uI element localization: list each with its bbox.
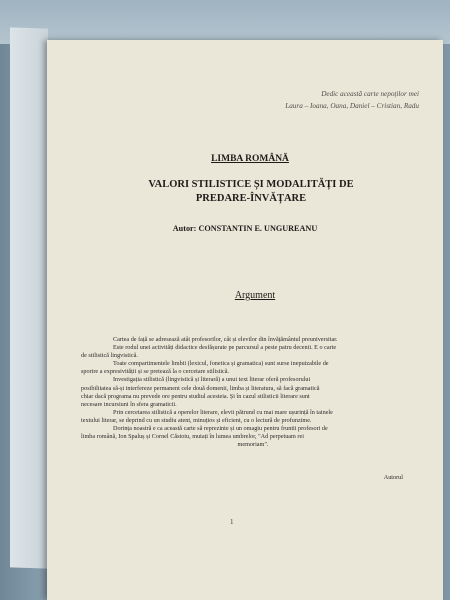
body-line: memoriam". xyxy=(237,441,269,449)
body-line: Este rodul unei activități didactice desfășurate pe parcursul a peste patru decenii. E o carte xyxy=(113,344,337,352)
subject-heading: LIMBA ROMÂNĂ xyxy=(211,154,289,164)
body-line: textului literar, se deprind cu un studiu atent, minuțios și eficient, cu o lectură de profunzime. xyxy=(81,416,312,424)
title-block xyxy=(47,154,443,233)
body-line: limba română, Ion Spaluș și Cornel Căstoiu, mutați în lumea umbrelor, "Ad perpetuam rei xyxy=(81,433,304,441)
signature: Autorul xyxy=(383,474,403,481)
body-line: posibilitatea să-și interfereze permanent cele două domenii, limba și literatura, să facă gramatică xyxy=(81,384,320,392)
dedication xyxy=(199,88,419,112)
dedication-line: Laura – Ioana, Oana, Daniel – Cristian, Radu xyxy=(285,102,419,110)
body-line: Cartea de față se adresează atât profesorilor, cât și elevilor din învățământul preuniversitar. xyxy=(113,336,338,343)
body-line: Dorința noastră e ca această carte să reprezinte și un omagiu pentru fruntii profesori de xyxy=(113,425,328,433)
body-line: sporire a expresivității și se pretează la o cercetare stilistică. xyxy=(81,368,230,376)
body-line: Prin cercetarea stilistică a operelor literare, elevii pătrund cu mai mare ușurință în tainele xyxy=(113,408,333,416)
desk-background-top xyxy=(0,0,450,44)
back-cover-edge xyxy=(10,27,48,568)
body-line: necesare incursiuni în sfera gramaticii. xyxy=(81,400,177,408)
body-line: de stilistică lingvistică. xyxy=(81,352,138,360)
body-line: Toate compartimentele limbii (lexicul, fonetica și gramatica) sunt surse inepuizabile de xyxy=(113,360,329,368)
dedication-line: Dedic această carte nepoților mei xyxy=(321,90,419,98)
section-heading: Argument xyxy=(234,290,276,301)
author-line: Autor: CONSTANTIN E. UNGUREANU xyxy=(172,224,318,233)
argument-body xyxy=(81,336,425,449)
page-number: 1 xyxy=(230,518,234,526)
title-line: VALORI STILISTICE ȘI MODALITĂȚI DE xyxy=(148,179,354,190)
book-title xyxy=(59,178,443,206)
body-line: chiar dacă programa nu prevede ore pentru studiul acesteia. Și în cazul stilisticii literare sunt xyxy=(81,392,310,400)
document-page xyxy=(47,40,443,600)
title-line: PREDARE-ÎNVĂȚARE xyxy=(195,193,307,204)
body-line: Investigația stilistică (lingvistică și literară) a unui text literar oferă profesorului xyxy=(113,376,311,384)
